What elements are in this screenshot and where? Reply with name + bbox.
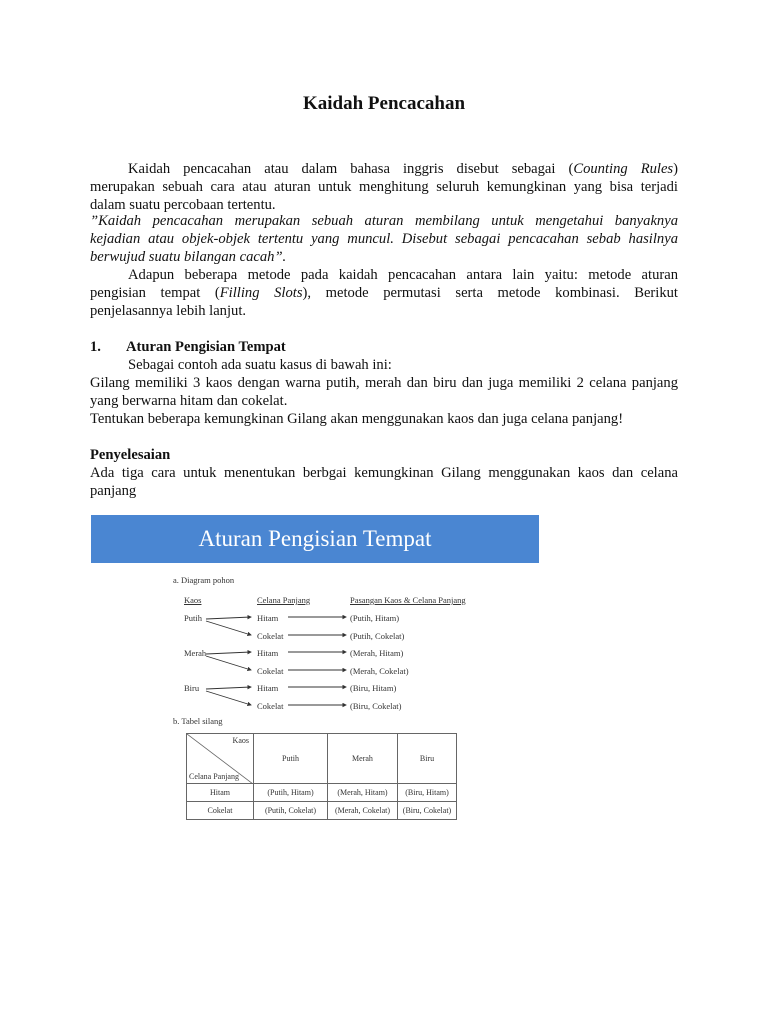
- table-cell: (Putih, Cokelat): [254, 802, 328, 820]
- solution-heading: Penyelesaian: [90, 447, 171, 463]
- table-cell: (Merah, Hitam): [328, 784, 398, 802]
- paragraph2-line-3: penjelasannya lebih lanjut.: [90, 303, 247, 319]
- row-label-cokelat: Cokelat: [187, 802, 254, 820]
- paragraph2-line-2: pengisian tempat (Filling Slots), metode permutasi serta metode kombinasi. Berikut: [90, 285, 678, 301]
- table-row: [187, 784, 457, 802]
- paragraph2-line-1: Adapun beberapa metode pada kaidah pencacahan antara lain yaitu: metode aturan: [128, 267, 678, 283]
- row-label-hitam: Hitam: [187, 784, 254, 802]
- figure-aturan-pengisian-tempat: [91, 515, 539, 838]
- table-label: b. Tabel silang: [173, 716, 223, 726]
- intro-line-2: merupakan sebuah cara atau aturan untuk menghitung seluruh kemungkinan yang bisa terjadi: [90, 179, 678, 195]
- section1-heading: 1. Aturan Pengisian Tempat: [90, 339, 286, 355]
- section1-line-4: Tentukan beberapa kemungkinan Gilang akan menggunakan kaos dan juga celana panjang!: [90, 411, 624, 427]
- page-title: Kaidah Pencacahan: [302, 93, 466, 114]
- tree-col-pasangan: Pasangan Kaos & Celana Panjang: [350, 595, 466, 605]
- figure-banner: Aturan Pengisian Tempat: [91, 515, 539, 563]
- term-filling-slots: Filling Slots: [219, 285, 303, 301]
- table-cell: (Merah, Cokelat): [328, 802, 398, 820]
- tree-celana-5: Hitam: [257, 683, 279, 693]
- tree-celana-6: Cokelat: [257, 701, 284, 711]
- intro-line-3: dalam suatu percobaan tertentu.: [90, 197, 276, 213]
- table-col-biru: Biru: [398, 734, 457, 784]
- tree-pair-2: (Putih, Cokelat): [350, 631, 405, 641]
- tree-pair-3: (Merah, Hitam): [350, 648, 404, 658]
- table-col-putih: Putih: [254, 734, 328, 784]
- tree-celana-2: Cokelat: [257, 631, 284, 641]
- table-cell: (Biru, Hitam): [398, 784, 457, 802]
- quote-line-1: ”Kaidah pencacahan merupakan sebuah aturan membilang untuk mengetahui banyaknya: [90, 213, 678, 229]
- tree-kaos-biru: Biru: [184, 683, 200, 693]
- tree-celana-1: Hitam: [257, 613, 279, 623]
- section1-line-3: yang berwarna hitam dan cokelat.: [90, 393, 288, 409]
- tree-label: a. Diagram pohon: [173, 575, 235, 585]
- tree-pair-1: (Putih, Hitam): [350, 613, 400, 623]
- tree-pair-6: (Biru, Cokelat): [350, 701, 402, 711]
- table-corner-cell: [187, 734, 254, 784]
- quote-line-2: kejadian atau objek-objek tertentu yang muncul. Disebut sebagai pencacahan sebab hasilnya: [90, 231, 678, 247]
- corner-kaos: Kaos: [232, 736, 249, 745]
- solution-line-1: Ada tiga cara untuk menentukan berbgai kemungkinan Gilang menggunakan kaos dan celana: [90, 465, 678, 481]
- section1-line-2: Gilang memiliki 3 kaos dengan warna putih, merah dan biru dan juga memiliki 2 celana panjang: [90, 375, 678, 391]
- term-counting-rules: Counting Rules: [573, 161, 674, 177]
- tree-kaos-merah: Merah: [184, 648, 207, 658]
- tree-celana-3: Hitam: [257, 648, 279, 658]
- table-row: [187, 802, 457, 820]
- section1-line-1: Sebagai contoh ada suatu kasus di bawah ini:: [128, 357, 392, 373]
- tabel-silang: [186, 733, 457, 820]
- quote-line-3: berwujud suatu bilangan cacah”.: [90, 249, 287, 265]
- tree-col-celana: Celana Panjang: [257, 595, 311, 605]
- table-col-merah: Merah: [328, 734, 398, 784]
- tree-kaos-putih: Putih: [184, 613, 202, 623]
- table-cell: (Biru, Cokelat): [398, 802, 457, 820]
- corner-celana: Celana Panjang: [189, 772, 239, 781]
- solution-line-2: panjang: [90, 483, 137, 499]
- tree-pair-5: (Biru, Hitam): [350, 683, 397, 693]
- table-cell: (Putih, Hitam): [254, 784, 328, 802]
- tree-pair-4: (Merah, Cokelat): [350, 666, 409, 676]
- tree-celana-4: Cokelat: [257, 666, 284, 676]
- tree-col-kaos: Kaos: [184, 595, 202, 605]
- table-header-row: [187, 734, 457, 784]
- intro-line-1: Kaidah pencacahan atau dalam bahasa inggris disebut sebagai (Counting Rules): [128, 161, 678, 177]
